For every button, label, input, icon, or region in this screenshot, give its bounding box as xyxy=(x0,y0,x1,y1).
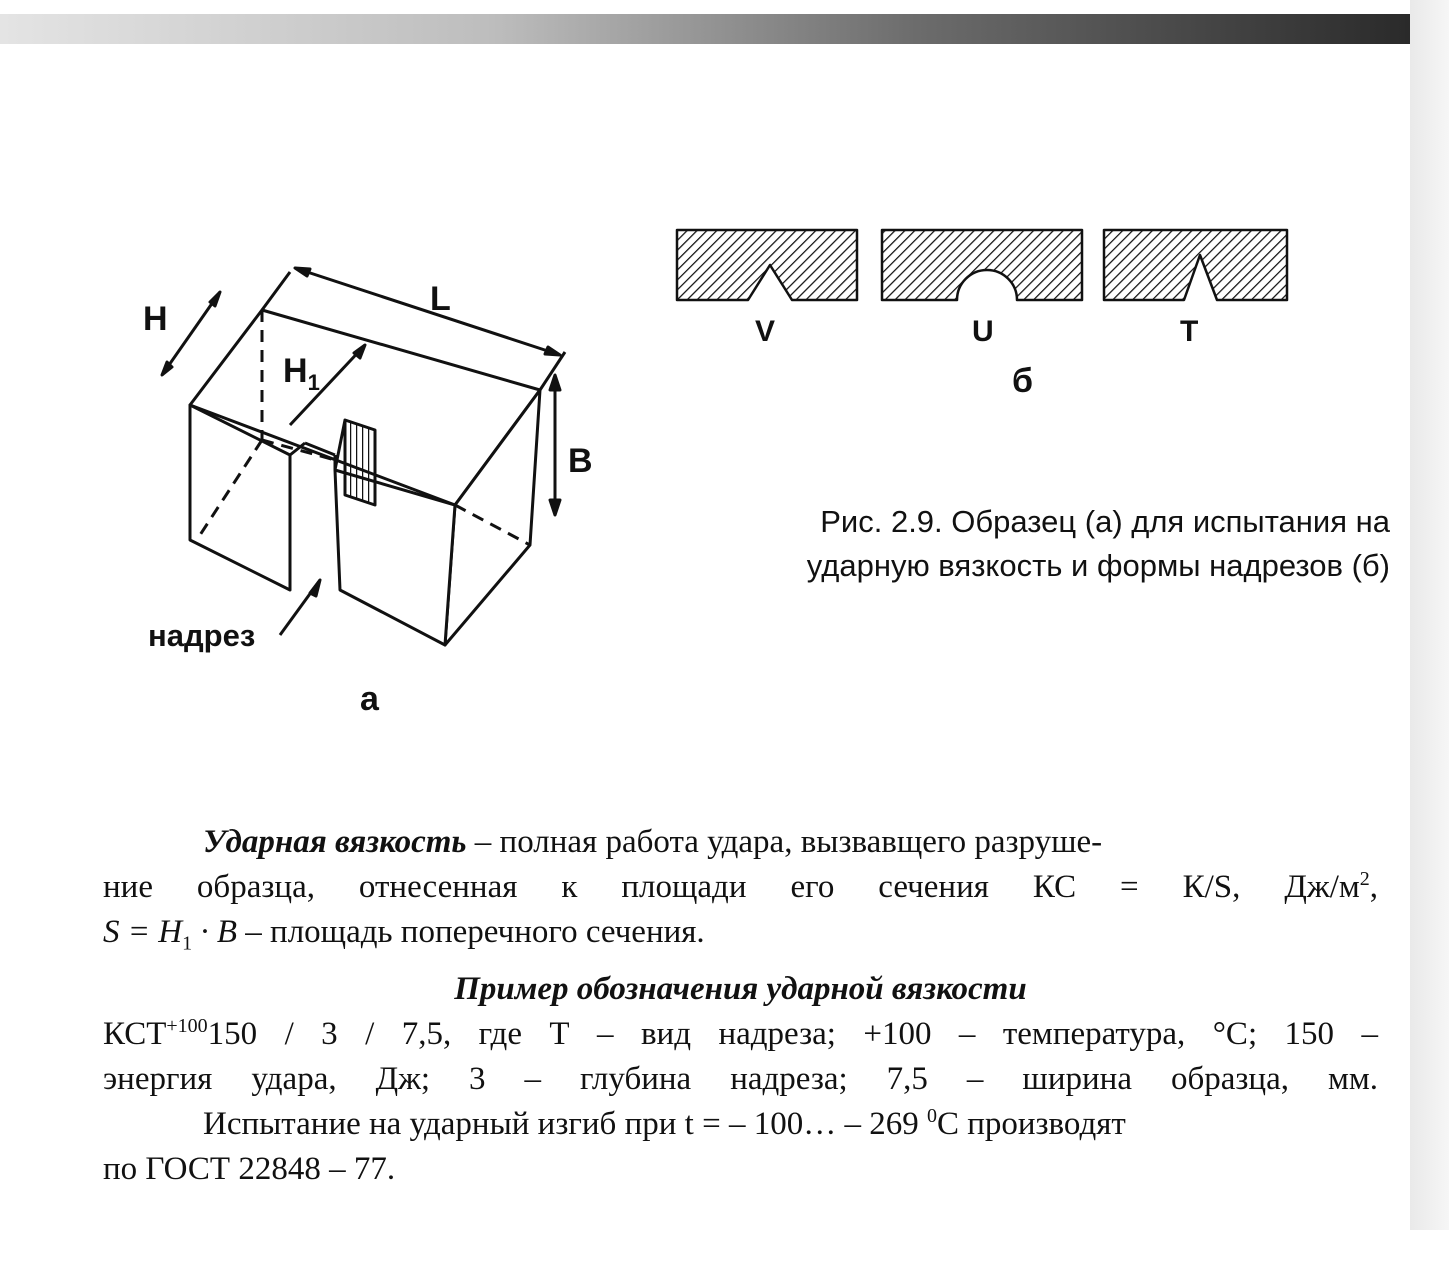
definition-line-2: ние образца, отнесенная к площади его сечения КС = К/S, $Дж/м^2$, xyxy=(103,868,1378,905)
definition-line-1: Ударная вязкость – полная работа удара, вызвавщего разруше- xyxy=(203,824,1103,860)
caption-line-1: Рис. 2.9. Образец (а) для испытания на xyxy=(820,504,1390,539)
caption-line-2: ударную вязкость и формы надрезов (б) xyxy=(806,548,1390,583)
dim-label-h: H xyxy=(143,300,168,338)
example-line-1: $КСТ^{+100}150 / 3 / 7,5$, где Т – вид надреза; +100 – температура, °С; 150 – xyxy=(103,1014,1378,1052)
notch-v-label: V xyxy=(755,315,776,348)
notch-v-shape xyxy=(677,230,857,300)
figure-a-label: а xyxy=(360,680,379,718)
figure-caption xyxy=(730,500,1390,588)
scan-right-edge xyxy=(1410,0,1449,1230)
standard-line-2: по ГОСТ 22848 – 77. xyxy=(103,1150,396,1187)
dim-label-b: B xyxy=(568,442,593,480)
dim-label-h1: $H_1$ xyxy=(283,352,320,395)
specimen-diagram xyxy=(140,250,600,740)
figure-b-label: б xyxy=(1012,362,1034,400)
example-heading: Пример обозначения ударной вязкости xyxy=(454,970,1027,1007)
notch-t-shape xyxy=(1104,230,1287,300)
term-impact-toughness: Ударная вязкость xyxy=(203,824,467,860)
body-text xyxy=(103,820,1378,1192)
notch-types-diagram xyxy=(672,225,1292,395)
notch-u-shape xyxy=(882,230,1082,300)
dim-label-l: L xyxy=(430,280,451,318)
notch-u-label: U xyxy=(972,315,994,348)
notch-label: надрез xyxy=(148,618,256,653)
notch-t-label: T xyxy=(1180,315,1199,348)
example-line-2: энергия удара, Дж; 3 – глубина надреза; 7,5 – ширина образца, мм. xyxy=(103,1060,1378,1097)
scan-top-edge xyxy=(0,14,1410,44)
standard-line-1: Испытание на ударный изгиб при t = – 100… – 269 $^0$С производят xyxy=(203,1104,1126,1142)
definition-line-3: $S = H_1 \cdot B$ – площадь поперечного сечения. xyxy=(103,914,705,955)
